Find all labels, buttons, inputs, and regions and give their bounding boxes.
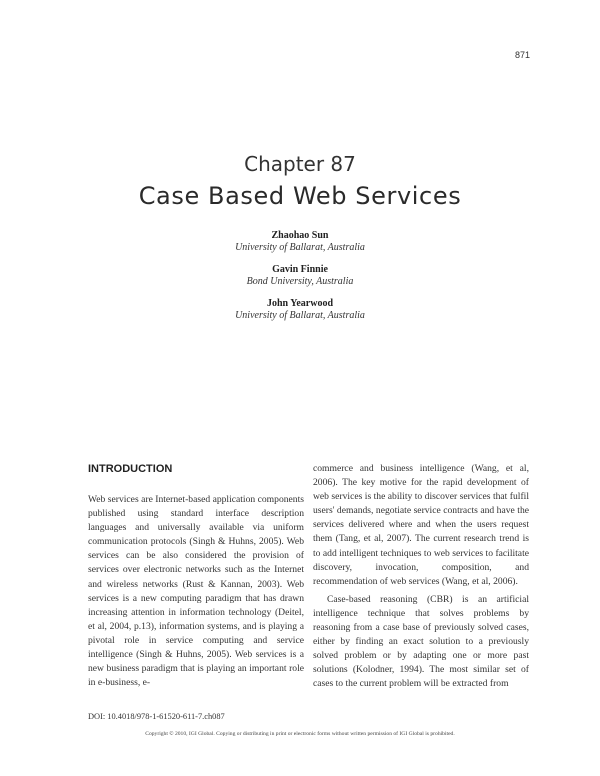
author-block <box>0 298 600 322</box>
body-paragraph: Case-based reasoning (CBR) is an artificial intelligence technique that solves problems by reasoning from a case base of previously solved cases, either by finding an exact solution to a previously solved problem or by adapting one or more past solutions (Kolodner, 1994). The most similar set of cases to the current problem will be extracted from <box>313 593 529 690</box>
author-name: Zhaohao Sun <box>271 230 329 241</box>
body-paragraph: Web services are Internet-based application components published using standard interface description languages and universally available via uniform communication protocols (Singh & Huhns, 2005). Web services can be also considered the provision of services over electronic networks such as the Internet and wireless networks (Rust & Kannan, 2003). Web services is a new computing paradigm that has drawn increasing attention in information technology (Deitel, et al, 2004, p.13), information systems, and is playing a pivotal role in service computing and service intelligence (Singh & Huhns, 2005). Web services is a new business paradigm that is playing an important role in e-business, e- <box>88 494 304 689</box>
chapter-label: Chapter 87 <box>244 152 356 176</box>
author-affiliation: University of Ballarat, Australia <box>235 242 365 253</box>
author-affiliation: Bond University, Australia <box>246 276 354 287</box>
author-affiliation: University of Ballarat, Australia <box>235 310 365 321</box>
author-name: Gavin Finnie <box>272 264 328 275</box>
page-number: 871 <box>514 50 530 60</box>
left-column <box>88 462 304 690</box>
chapter-title: Case Based Web Services <box>138 182 462 210</box>
author-name: John Yearwood <box>266 298 334 309</box>
body-paragraph: commerce and business intelligence (Wang, et al, 2006). The key motive for the rapid development of web services is the ability to discover services that fulfil users' demands, negotiate service contracts and have the services delivered where and when the users request them (Tang, et al, 2007). The current research trend is to add intelligent techniques to web services to facilitate discovery, invocation, composition, and recommendation of web services (Wang, et al, 2006). <box>313 463 529 587</box>
author-list <box>0 230 600 332</box>
author-block <box>0 264 600 288</box>
right-column <box>313 462 529 692</box>
copyright-notice: Copyright © 2010, IGI Global. Copying or distributing in print or electronic forms without written permission of IGI Global is prohibited. <box>145 731 455 737</box>
section-heading: INTRODUCTION <box>88 463 173 475</box>
author-block <box>0 230 600 254</box>
doi-line: DOI: 10.4018/978-1-61520-611-7.ch087 <box>88 712 225 721</box>
